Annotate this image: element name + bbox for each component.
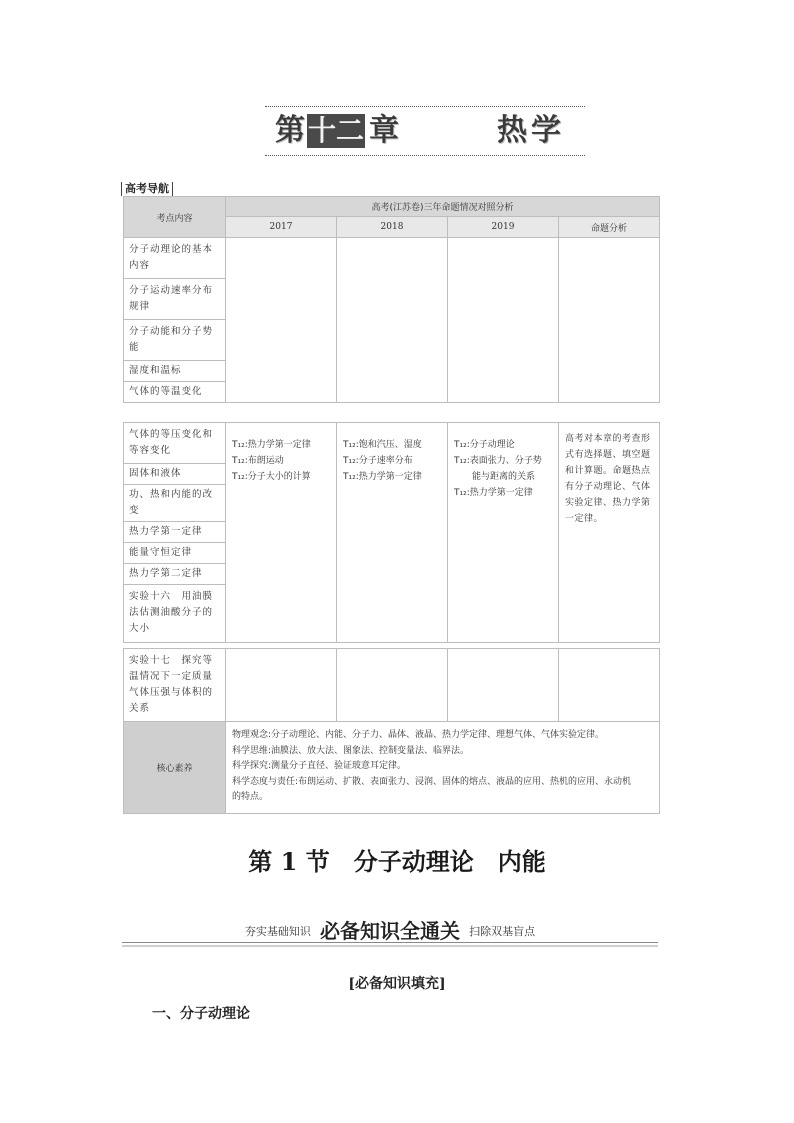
banner-right-text: 扫除双基盲点 bbox=[469, 925, 536, 938]
topic-cell: 热力学第二定律 bbox=[124, 564, 226, 585]
divider bbox=[265, 155, 585, 156]
item-2017: T₁₂:分子大小的计算 bbox=[232, 472, 311, 482]
exam-table-part-3 bbox=[123, 648, 660, 814]
header-topic: 考点内容 bbox=[124, 197, 226, 238]
chapter-subject: 热学 bbox=[497, 113, 565, 148]
fill-title: [必备知识填充] bbox=[348, 976, 446, 992]
item-2019: 能与距离的关系 bbox=[454, 472, 536, 482]
cell-2018 bbox=[337, 238, 448, 403]
core-line: 科学探究:测量分子直径、验证玻意耳定律。 bbox=[232, 761, 407, 771]
section-title: 第 1 节 分子动理论 内能 bbox=[248, 847, 546, 876]
topic-cell: 能量守恒定律 bbox=[124, 543, 226, 564]
topic-cell: 气体的等温变化 bbox=[124, 382, 226, 403]
core-line: 科学思维:油膜法、放大法、图象法、控制变量法、临界法。 bbox=[232, 745, 470, 756]
header-group: 高考(江苏卷)三年命题情况对照分析 bbox=[226, 197, 660, 217]
exam-table-part-2 bbox=[123, 422, 660, 643]
exam-table-part-1 bbox=[123, 196, 660, 403]
chapter-suffix: 章 bbox=[369, 113, 399, 148]
topic-cell: 气体的等压变化和等容变化 bbox=[124, 423, 226, 464]
core-content bbox=[226, 722, 660, 814]
cell-2017 bbox=[226, 649, 337, 722]
item-2018: T₁₂:热力学第一定律 bbox=[343, 472, 422, 482]
banner-left-text: 夯实基础知识 bbox=[244, 925, 311, 938]
chapter-number: 十二 bbox=[307, 114, 364, 147]
cell-2018 bbox=[337, 423, 448, 643]
core-label: 核心素养 bbox=[124, 722, 226, 814]
banner-main-text: 必备知识全通关 bbox=[320, 919, 460, 943]
cell-analysis bbox=[559, 238, 660, 403]
chapter-prefix: 第 bbox=[275, 113, 305, 148]
cell-2018 bbox=[337, 649, 448, 722]
cell-2017 bbox=[226, 423, 337, 643]
cell-analysis bbox=[559, 423, 660, 643]
header-analysis: 命题分析 bbox=[559, 217, 660, 238]
core-line: 科学态度与责任:布朗运动、扩散、表面张力、浸润、固体的熔点、液晶的应用、热机的应用、永动机 bbox=[232, 776, 632, 787]
cell-2017 bbox=[226, 238, 337, 403]
analysis-text: 高考对本章的考查形式有选择题、填空题和计算题。命题热点有分子动理论、气体实验定律、热力学第一定律。 bbox=[565, 434, 651, 524]
cell-2019 bbox=[448, 423, 559, 643]
topic-cell: 分子动能和分子势能 bbox=[124, 320, 226, 361]
header-year: 2019 bbox=[448, 217, 559, 238]
item-2019: T₁₂:表面张力、分子势 bbox=[454, 456, 542, 466]
topic-cell: 湿度和温标 bbox=[124, 361, 226, 382]
topic-cell: 热力学第一定律 bbox=[124, 522, 226, 543]
divider bbox=[122, 945, 658, 947]
header-year: 2018 bbox=[337, 217, 448, 238]
item-2017: T₁₂:布朗运动 bbox=[232, 456, 284, 466]
section-banner bbox=[122, 915, 658, 953]
header-year: 2017 bbox=[226, 217, 337, 238]
nav-label: 高考导航 bbox=[121, 182, 173, 196]
divider bbox=[265, 106, 585, 107]
core-line: 物理观念:分子动理论、内能、分子力、晶体、液晶、热力学定律、理想气体、气体实验定律。 bbox=[232, 730, 605, 740]
item-2018: T₁₂:分子速率分布 bbox=[343, 456, 413, 466]
topic-cell: 固体和液体 bbox=[124, 464, 226, 485]
chapter-title bbox=[265, 106, 585, 156]
core-line: 的特点。 bbox=[232, 792, 269, 802]
topic-cell: 实验十七 探究等温情况下一定质量气体压强与体积的关系 bbox=[124, 649, 226, 722]
topic-cell: 分子动理论的基本内容 bbox=[124, 238, 226, 279]
cell-analysis bbox=[559, 649, 660, 722]
cell-2019 bbox=[448, 238, 559, 403]
item-2019: T₁₂:热力学第一定律 bbox=[454, 488, 533, 498]
cell-2019 bbox=[448, 649, 559, 722]
item-2019: T₁₂:分子动理论 bbox=[454, 440, 515, 450]
sub-heading: 一、分子动理论 bbox=[152, 1006, 250, 1022]
topic-cell: 分子运动速率分布规律 bbox=[124, 279, 226, 320]
topic-cell: 实验十六 用油膜法估测油酸分子的大小 bbox=[124, 585, 226, 643]
item-2017: T₁₂:热力学第一定律 bbox=[232, 440, 311, 450]
topic-cell: 功、热和内能的改变 bbox=[124, 485, 226, 522]
item-2018: T₁₂:饱和汽压、湿度 bbox=[343, 440, 422, 450]
